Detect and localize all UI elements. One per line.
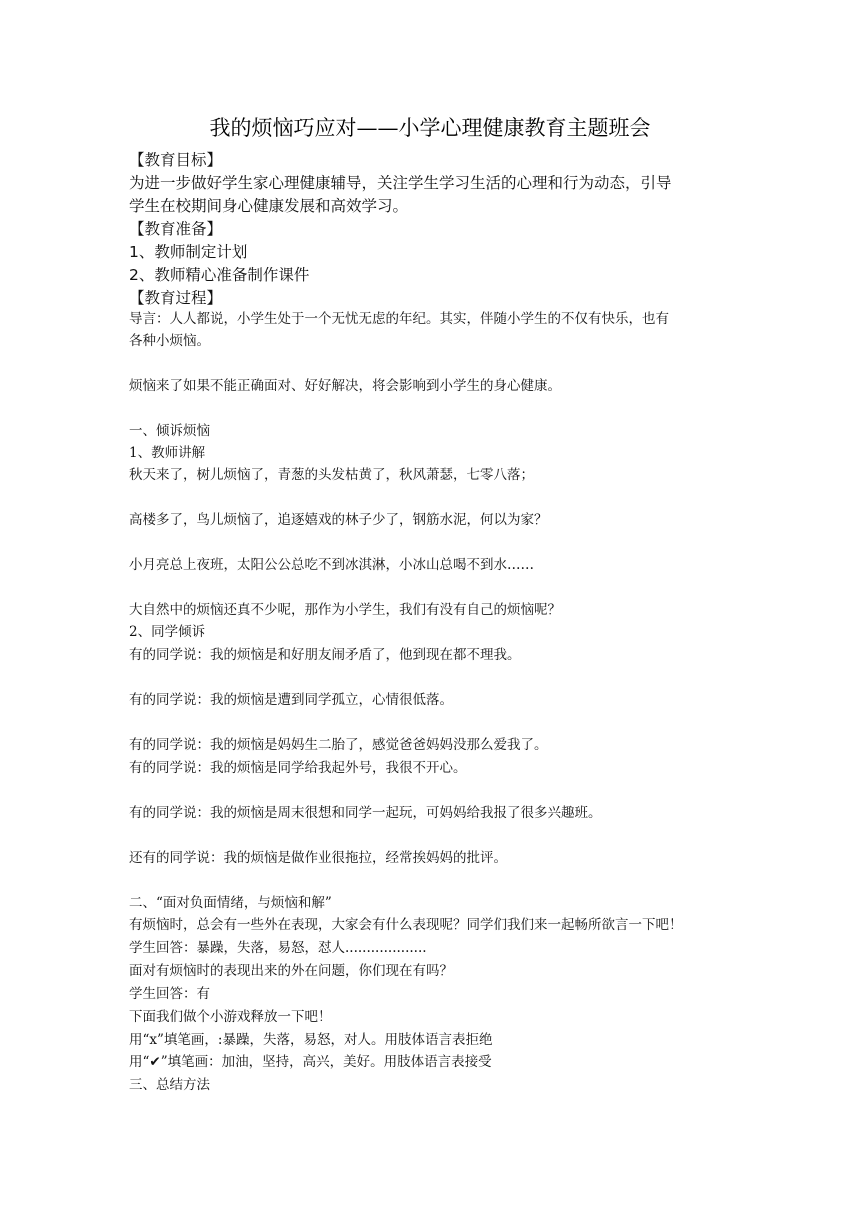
paragraph-line: 小月亮总上夜班，太阳公公总吃不到冰淇淋，小冰山总喝不到水…… (129, 557, 534, 573)
paragraph-line: 还有的同学说：我的烦恼是做作业很拖拉，经常挨妈妈的批评。 (129, 850, 507, 866)
paragraph-line: 下面我们做个小游戏释放一下吧！ (129, 1009, 332, 1025)
paragraph-line: 各种小烦恼。 (129, 333, 210, 349)
list-item: 2、同学倾诉 (129, 624, 206, 640)
section-heading: 一、倾诉烦恼 (129, 423, 210, 439)
paragraph-line: 导言：人人都说，小学生处于一个无忧无虑的年纪。其实，伴随小学生的不仅有快乐，也有 (129, 311, 669, 327)
paragraph-line: 学生回答：暴躁，失落，易怒，怼人................... (129, 940, 427, 956)
paragraph-line: 有的同学说：我的烦恼是和好朋友闹矛盾了，他到现在都不理我。 (129, 647, 521, 663)
paragraph-line: 有烦恼时，总会有一些外在表现，大家会有什么表现呢？同学们我们来一起畅所欲言一下吧！ (129, 917, 683, 933)
paragraph-line: 有的同学说：我的烦恼是遭到同学孤立，心情很低落。 (129, 692, 453, 708)
section-heading: 二、“面对负面情绪，与烦恼和解” (129, 895, 332, 911)
paragraph-line: 烦恼来了如果不能正确面对、好好解决，将会影响到小学生的身心健康。 (129, 378, 561, 394)
section-heading-goals: 【教育目标】 (129, 151, 223, 169)
document-title: 我的烦恼巧应对——小学心理健康教育主题班会 (209, 116, 651, 140)
paragraph-line: 用“✔”填笔画：加油，坚持，高兴，美好。用肢体语言表接受 (129, 1054, 492, 1070)
paragraph-line: 有的同学说：我的烦恼是周末很想和同学一起玩，可妈妈给我报了很多兴趣班。 (129, 805, 602, 821)
paragraph-line: 大自然中的烦恼还真不少呢，那作为小学生，我们有没有自己的烦恼呢？ (129, 602, 561, 618)
paragraph-line: 有的同学说：我的烦恼是同学给我起外号，我很不开心。 (129, 760, 467, 776)
list-item: 1、教师讲解 (129, 445, 206, 461)
paragraph-line: 为进一步做好学生家心理健康辅导，关注学生学习生活的心理和行为动态，引导 (129, 174, 672, 192)
section-heading-process: 【教育过程】 (129, 289, 223, 307)
paragraph-line: 有的同学说：我的烦恼是妈妈生二胎了，感觉爸爸妈妈没那么爱我了。 (129, 737, 548, 753)
list-item: 1、教师制定计划 (129, 243, 248, 261)
paragraph-line: 学生在校期间身心健康发展和高效学习。 (129, 197, 409, 215)
section-heading-preparation: 【教育准备】 (129, 220, 223, 238)
paragraph-line: 面对有烦恼时的表现出来的外在问题，你们现在有吗？ (129, 963, 453, 979)
paragraph-line: 高楼多了，鸟儿烦恼了，追逐嬉戏的林子少了，钢筋水泥，何以为家？ (129, 512, 548, 528)
paragraph-line: 用“x”填笔画，:暴躁，失落，易怒，对人。用肢体语言表拒绝 (129, 1032, 493, 1048)
paragraph-line: 学生回答：有 (129, 986, 210, 1002)
paragraph-line: 秋天来了，树儿烦恼了，青葱的头发枯黄了，秋风萧瑟，七零八落； (129, 467, 534, 483)
list-item: 2、教师精心准备制作课件 (129, 266, 310, 284)
section-heading: 三、总结方法 (129, 1077, 210, 1093)
